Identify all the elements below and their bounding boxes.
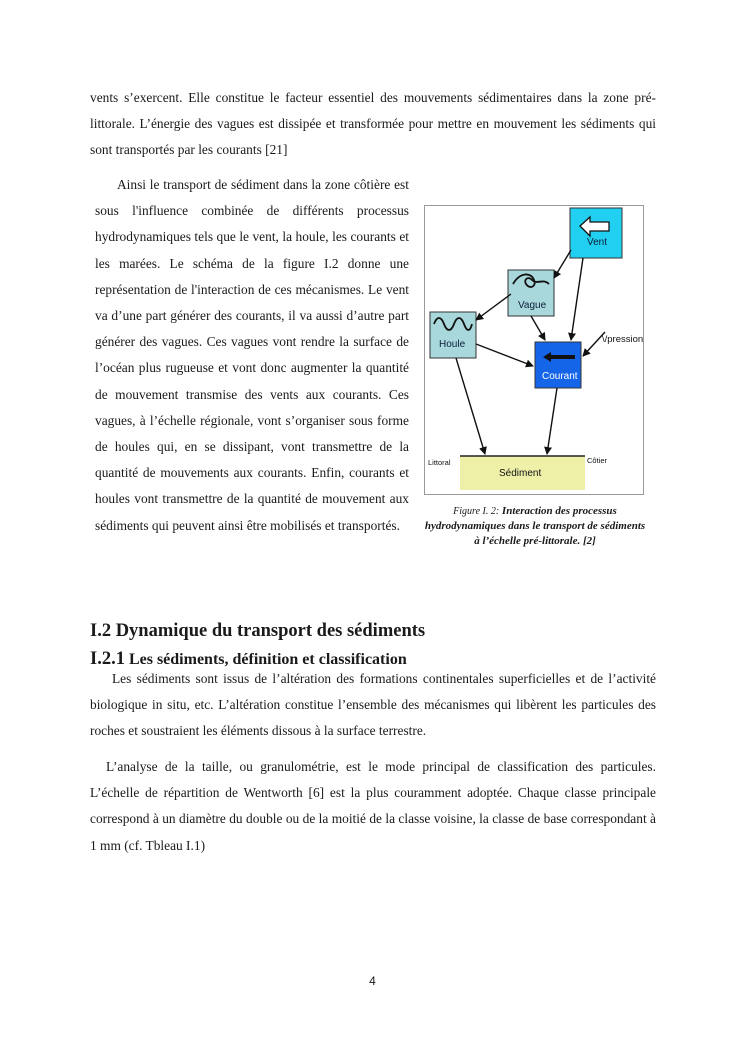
arrow-vent-courant [571, 258, 583, 340]
arrow-vent-vague [554, 250, 571, 278]
paragraph-intro: vents s’exercent. Elle constitue le facteur essentiel des mouvements sédimentaires dans la zone pré-littorale. L’énergie des vagues est dissipée et transformée pour mettre en mouvement les sédiments qui sont transportés par les courants [21] [90, 90, 656, 158]
figure-caption-text: Interaction des processus hydrodynamiques dans le transport de sédiments à l’échelle pré-littorale. [2] [424, 505, 646, 547]
paragraph-sediments: Les sédiments sont issus de l’altération des formations continentales superficielles et de l’activité biologique in situ, etc. L’altération constitue l’ensemble des mécanismes qui libèrent les particules des roches et soustraient les éléments dissous à la surface terrestre. [90, 671, 656, 739]
paragraph-granulometry: L’analyse de la taille, ou granulométrie, est le mode principal de classification des particules. L’échelle de répartition de Wentworth [6] est la plus couramment adoptée. Chaque classe principale correspond à un diamètre du double ou de la moitié de la classe voisine, la classe de base correspondant à 1 mm (cf. Tbleau I.1) [90, 759, 656, 853]
label-vague: Vague [518, 300, 547, 311]
figure-hydrodynamic-diagram [424, 205, 644, 495]
label-cotier: Côtier [587, 456, 608, 465]
paragraph-transport: Ainsi le transport de sédiment dans la zone côtière est sous l'influence combinée de différents processus hydrodynamiques tels que le vent, la houle, les courants et les marées. Le schéma de la figure I.2 donne une représentation de l'interaction de ces mécanismes. Le vent va d’une part générer des courants, il va aussi d’autre part générer des vagues. Ces vagues vont rendre la surface de l’océan plus rugueuse et vont donc augmenter la quantité de mouvement transmise des vents aux courants. Ces vagues, à l’échelle régionale, vont s’organiser sous forme de houles qui, en se dissipant, vont transmettre de la quantité de mouvements aux courants. Enfin, courants et houles vont transmettre de la quantité de mouvement aux sédiments qui peuvent ainsi être mobilisés et transportés. [95, 177, 409, 533]
arrow-houle-sediment [456, 358, 485, 454]
label-sediment: Sédiment [499, 468, 542, 479]
subsection-number: I.2.1 [90, 649, 125, 669]
label-houle: Houle [439, 339, 466, 350]
section-heading: I.2 Dynamique du transport des sédiments [90, 621, 426, 641]
label-courant: Courant [542, 371, 578, 382]
diagram-canvas [425, 206, 643, 494]
arrow-vague-houle [476, 294, 511, 320]
page-number: 4 [369, 974, 376, 988]
label-vent: Vent [587, 237, 608, 248]
arrow-courant-sediment [547, 388, 557, 454]
arrow-houle-courant [476, 344, 533, 366]
figure-caption [424, 504, 646, 549]
arrow-vague-courant [531, 316, 545, 340]
subsection-title: Les sédiments, définition et classification [128, 651, 407, 668]
label-pression: \/pression [602, 334, 643, 345]
figure-caption-label: Figure I. 2: [453, 506, 500, 517]
vent-box [570, 208, 622, 258]
label-littoral: Littoral [428, 458, 451, 467]
